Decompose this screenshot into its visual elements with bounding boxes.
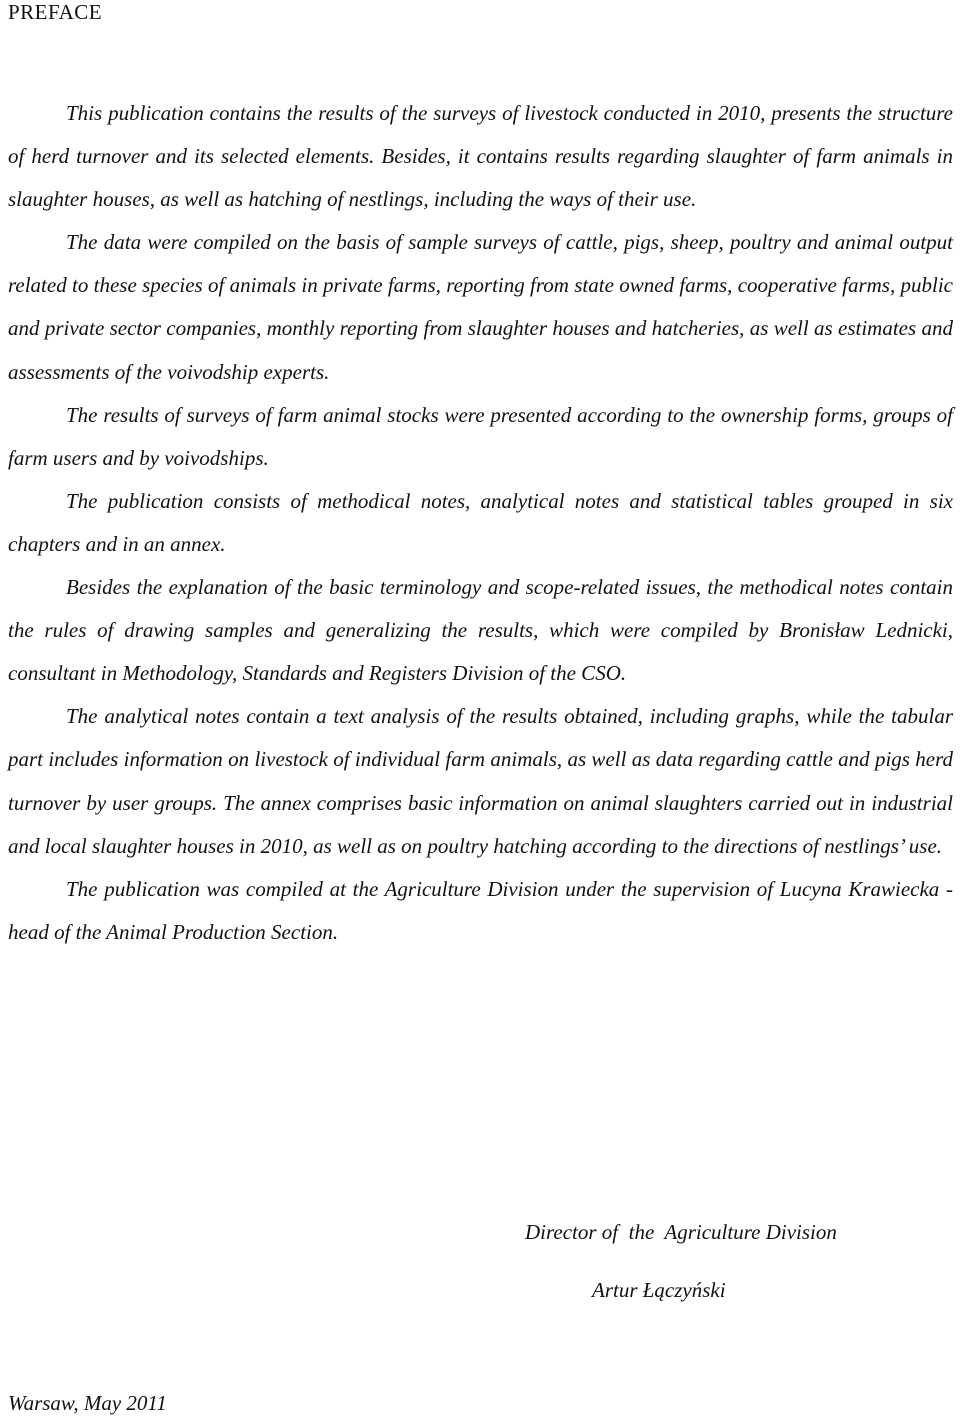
signature-name: Artur Łączyński [592,1278,726,1302]
paragraph-methodical-notes: Besides the explanation of the basic terminology and scope-related issues, the methodical notes contain the rules of drawing samples and generalizing the results, which were compiled by Bronisław Lednicki, consultant in Methodology, Standards and Registers Division of the CSO. [8,575,953,686]
paragraph-scope: This publication contains the results of the surveys of livestock conducted in 2010, presents the structure of herd turnover and its selected elements. Besides, it contains results regarding slaughter of farm animals in slaughter houses, as well as hatching of nestlings, including the ways of their use. [8,101,953,212]
signature-title: Director of the Agriculture Division [525,1220,837,1244]
paragraph-data-sources: The data were compiled on the basis of sample surveys of cattle, pigs, sheep, poultry and animal output related to these species of animals in private farms, reporting from state owned farms, cooperative farms, public and private sector companies, monthly reporting from slaughter houses and hatcheries, as well as estimates and assessments of the voivodship experts. [8,230,953,384]
preface-body [8,92,953,954]
paragraph-analytical-notes: The analytical notes contain a text analysis of the results obtained, including graphs, while the tabular part includes information on livestock of individual farm animals, as well as data regarding cattle and pigs herd turnover by user groups. The annex comprises basic information on animal slaughters carried out in industrial and local slaughter houses in 2010, as well as on poultry hatching according to the directions of nestlings’ use. [8,704,953,858]
paragraph-structure: The publication consists of methodical notes, analytical notes and statistical tables grouped in six chapters and in an annex. [8,488,953,556]
place-and-date: Warsaw, May 2011 [8,1391,167,1415]
paragraph-compilation: The publication was compiled at the Agriculture Division under the supervision of Lucyna Krawiecka - head of the Animal Production Section. [8,876,953,944]
paragraph-results-presentation: The results of surveys of farm animal stocks were presented according to the ownership forms, groups of farm users and by voivodships. [8,402,953,470]
page-heading: PREFACE [8,0,103,24]
